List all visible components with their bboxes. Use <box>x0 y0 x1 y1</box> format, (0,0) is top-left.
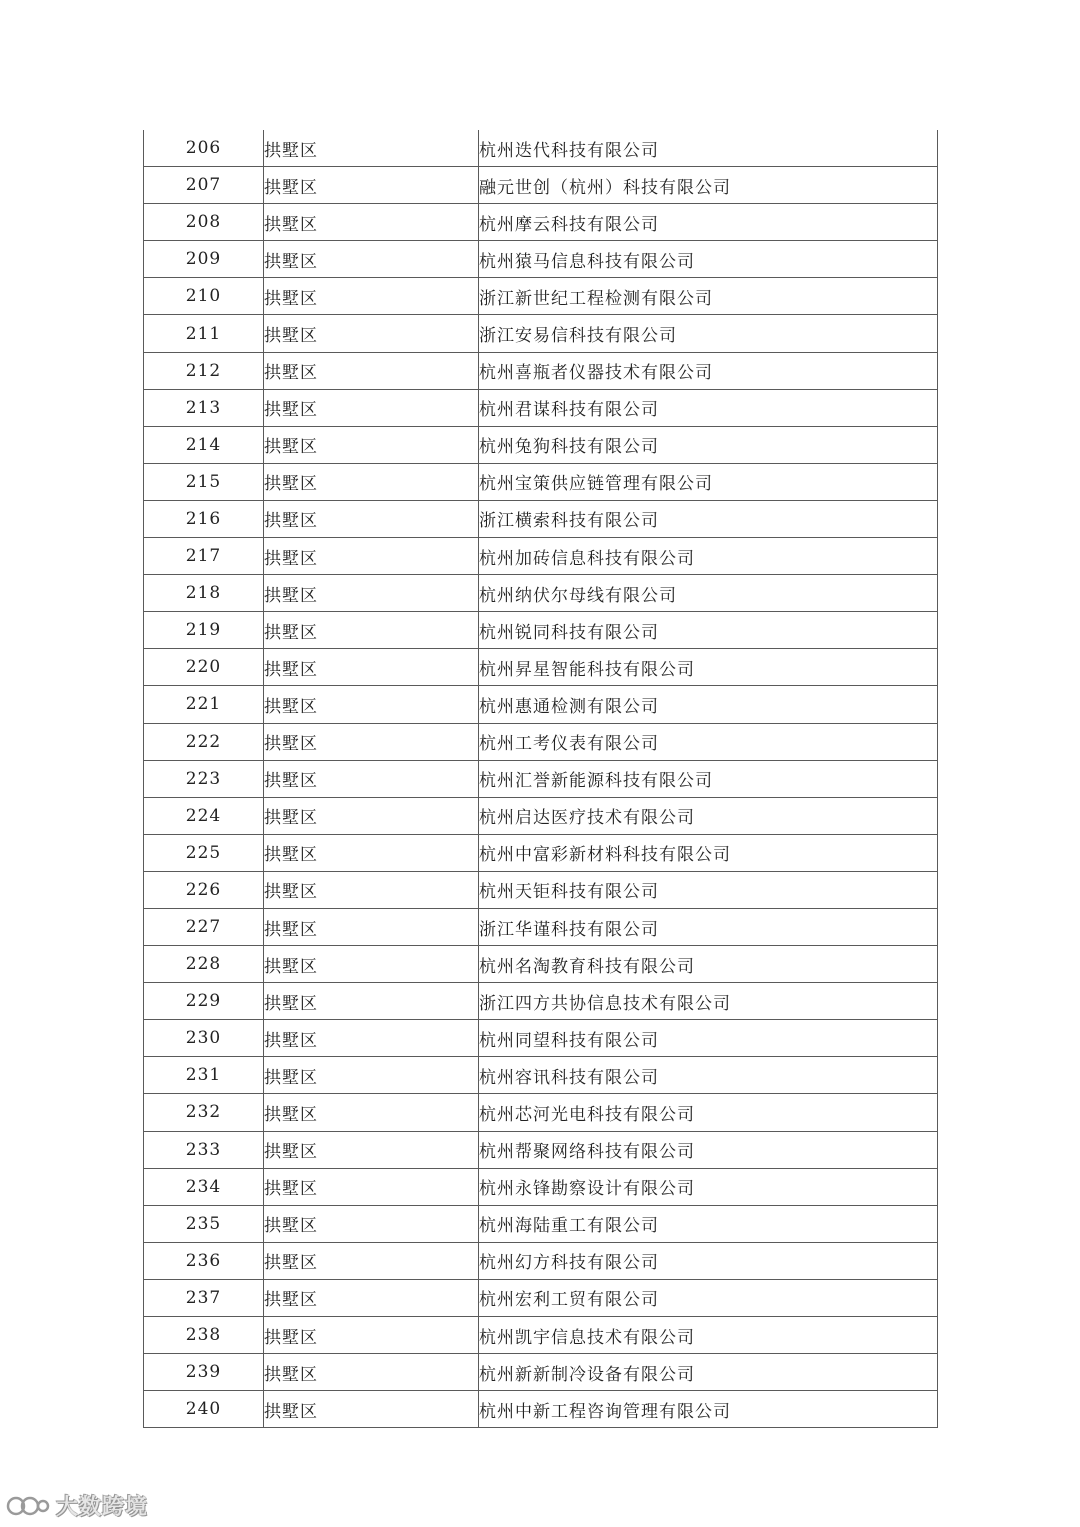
row-number: 235 <box>144 1205 264 1242</box>
row-district: 拱墅区 <box>264 612 479 649</box>
row-number: 213 <box>144 389 264 426</box>
row-district: 拱墅区 <box>264 1391 479 1428</box>
row-number: 226 <box>144 871 264 908</box>
row-number: 214 <box>144 426 264 463</box>
row-district: 拱墅区 <box>264 1205 479 1242</box>
row-company-name: 杭州名淘教育科技有限公司 <box>479 946 938 983</box>
row-district: 拱墅区 <box>264 204 479 241</box>
row-company-name: 杭州惠通检测有限公司 <box>479 686 938 723</box>
row-number: 216 <box>144 500 264 537</box>
table-row <box>144 1094 938 1131</box>
row-company-name: 浙江横索科技有限公司 <box>479 500 938 537</box>
table-row <box>144 1279 938 1316</box>
row-district: 拱墅区 <box>264 167 479 204</box>
row-number: 211 <box>144 315 264 352</box>
row-company-name: 杭州永锋勘察设计有限公司 <box>479 1168 938 1205</box>
row-company-name: 杭州迭代科技有限公司 <box>479 130 938 167</box>
table-row <box>144 389 938 426</box>
row-number: 240 <box>144 1391 264 1428</box>
table-row <box>144 834 938 871</box>
row-company-name: 杭州海陆重工有限公司 <box>479 1205 938 1242</box>
table-row <box>144 204 938 241</box>
row-number: 208 <box>144 204 264 241</box>
row-district: 拱墅区 <box>264 500 479 537</box>
row-company-name: 杭州启达医疗技术有限公司 <box>479 797 938 834</box>
table-row <box>144 723 938 760</box>
row-number: 223 <box>144 760 264 797</box>
table-row <box>144 1020 938 1057</box>
row-district: 拱墅区 <box>264 278 479 315</box>
table-row <box>144 1354 938 1391</box>
table-row <box>144 167 938 204</box>
row-company-name: 杭州天钜科技有限公司 <box>479 871 938 908</box>
row-district: 拱墅区 <box>264 834 479 871</box>
table-row <box>144 1317 938 1354</box>
row-number: 222 <box>144 723 264 760</box>
table-row <box>144 426 938 463</box>
table-row <box>144 1391 938 1428</box>
row-company-name: 杭州幻方科技有限公司 <box>479 1242 938 1279</box>
row-number: 225 <box>144 834 264 871</box>
row-number: 219 <box>144 612 264 649</box>
row-company-name: 杭州中富彩新材料科技有限公司 <box>479 834 938 871</box>
row-company-name: 杭州昇星智能科技有限公司 <box>479 649 938 686</box>
row-company-name: 浙江安易信科技有限公司 <box>479 315 938 352</box>
row-number: 209 <box>144 241 264 278</box>
row-district: 拱墅区 <box>264 352 479 389</box>
table-row <box>144 463 938 500</box>
row-number: 232 <box>144 1094 264 1131</box>
row-company-name: 浙江新世纪工程检测有限公司 <box>479 278 938 315</box>
row-district: 拱墅区 <box>264 389 479 426</box>
row-district: 拱墅区 <box>264 723 479 760</box>
row-company-name: 杭州新新制冷设备有限公司 <box>479 1354 938 1391</box>
row-district: 拱墅区 <box>264 1168 479 1205</box>
row-district: 拱墅区 <box>264 130 479 167</box>
row-number: 227 <box>144 908 264 945</box>
row-company-name: 杭州宝策供应链管理有限公司 <box>479 463 938 500</box>
row-district: 拱墅区 <box>264 1354 479 1391</box>
row-number: 215 <box>144 463 264 500</box>
row-district: 拱墅区 <box>264 1057 479 1094</box>
table-row <box>144 1131 938 1168</box>
table-row <box>144 1242 938 1279</box>
row-company-name: 杭州兔狗科技有限公司 <box>479 426 938 463</box>
row-company-name: 杭州芯河光电科技有限公司 <box>479 1094 938 1131</box>
row-district: 拱墅区 <box>264 1242 479 1279</box>
company-table-body <box>144 130 938 1428</box>
table-row <box>144 1057 938 1094</box>
row-district: 拱墅区 <box>264 1317 479 1354</box>
row-number: 212 <box>144 352 264 389</box>
watermark <box>6 1488 148 1522</box>
row-company-name: 杭州宏利工贸有限公司 <box>479 1279 938 1316</box>
row-district: 拱墅区 <box>264 1094 479 1131</box>
row-company-name: 杭州工考仪表有限公司 <box>479 723 938 760</box>
row-company-name: 杭州凯宇信息技术有限公司 <box>479 1317 938 1354</box>
row-district: 拱墅区 <box>264 463 479 500</box>
company-table <box>143 130 938 1428</box>
row-number: 228 <box>144 946 264 983</box>
row-district: 拱墅区 <box>264 241 479 278</box>
table-row <box>144 871 938 908</box>
row-company-name: 杭州中新工程咨询管理有限公司 <box>479 1391 938 1428</box>
table-row <box>144 538 938 575</box>
row-number: 230 <box>144 1020 264 1057</box>
brand-logo-icon <box>6 1492 50 1518</box>
row-company-name: 杭州君谋科技有限公司 <box>479 389 938 426</box>
row-district: 拱墅区 <box>264 649 479 686</box>
row-number: 234 <box>144 1168 264 1205</box>
row-number: 207 <box>144 167 264 204</box>
table-row <box>144 760 938 797</box>
table-row <box>144 649 938 686</box>
table-row <box>144 241 938 278</box>
row-district: 拱墅区 <box>264 686 479 723</box>
row-company-name: 杭州纳伏尔母线有限公司 <box>479 575 938 612</box>
row-number: 217 <box>144 538 264 575</box>
table-row <box>144 278 938 315</box>
row-number: 206 <box>144 130 264 167</box>
row-number: 231 <box>144 1057 264 1094</box>
row-company-name: 杭州加砖信息科技有限公司 <box>479 538 938 575</box>
table-row <box>144 1205 938 1242</box>
row-district: 拱墅区 <box>264 1020 479 1057</box>
row-number: 220 <box>144 649 264 686</box>
table-row <box>144 352 938 389</box>
table-row <box>144 130 938 167</box>
table-row <box>144 1168 938 1205</box>
row-district: 拱墅区 <box>264 575 479 612</box>
row-district: 拱墅区 <box>264 1279 479 1316</box>
row-number: 236 <box>144 1242 264 1279</box>
table-row <box>144 575 938 612</box>
row-company-name: 杭州容讯科技有限公司 <box>479 1057 938 1094</box>
row-district: 拱墅区 <box>264 983 479 1020</box>
row-district: 拱墅区 <box>264 946 479 983</box>
row-number: 224 <box>144 797 264 834</box>
row-number: 233 <box>144 1131 264 1168</box>
table-row <box>144 686 938 723</box>
row-number: 237 <box>144 1279 264 1316</box>
row-district: 拱墅区 <box>264 1131 479 1168</box>
row-district: 拱墅区 <box>264 760 479 797</box>
row-company-name: 杭州猿马信息科技有限公司 <box>479 241 938 278</box>
row-company-name: 杭州帮聚网络科技有限公司 <box>479 1131 938 1168</box>
table-row <box>144 983 938 1020</box>
row-company-name: 浙江华谨科技有限公司 <box>479 908 938 945</box>
table-row <box>144 612 938 649</box>
row-company-name: 杭州摩云科技有限公司 <box>479 204 938 241</box>
row-number: 229 <box>144 983 264 1020</box>
row-number: 210 <box>144 278 264 315</box>
row-company-name: 杭州喜瓶者仪器技术有限公司 <box>479 352 938 389</box>
row-district: 拱墅区 <box>264 426 479 463</box>
table-row <box>144 797 938 834</box>
row-company-name: 浙江四方共协信息技术有限公司 <box>479 983 938 1020</box>
row-district: 拱墅区 <box>264 315 479 352</box>
row-company-name: 杭州同望科技有限公司 <box>479 1020 938 1057</box>
row-district: 拱墅区 <box>264 538 479 575</box>
row-district: 拱墅区 <box>264 797 479 834</box>
row-number: 239 <box>144 1354 264 1391</box>
row-number: 221 <box>144 686 264 723</box>
row-number: 238 <box>144 1317 264 1354</box>
row-company-name: 融元世创（杭州）科技有限公司 <box>479 167 938 204</box>
row-company-name: 杭州汇誉新能源科技有限公司 <box>479 760 938 797</box>
row-district: 拱墅区 <box>264 908 479 945</box>
watermark-text: 大数跨境 <box>56 1494 149 1520</box>
table-row <box>144 315 938 352</box>
table-row <box>144 908 938 945</box>
table-row <box>144 946 938 983</box>
table-row <box>144 500 938 537</box>
row-district: 拱墅区 <box>264 871 479 908</box>
row-company-name: 杭州锐同科技有限公司 <box>479 612 938 649</box>
row-number: 218 <box>144 575 264 612</box>
